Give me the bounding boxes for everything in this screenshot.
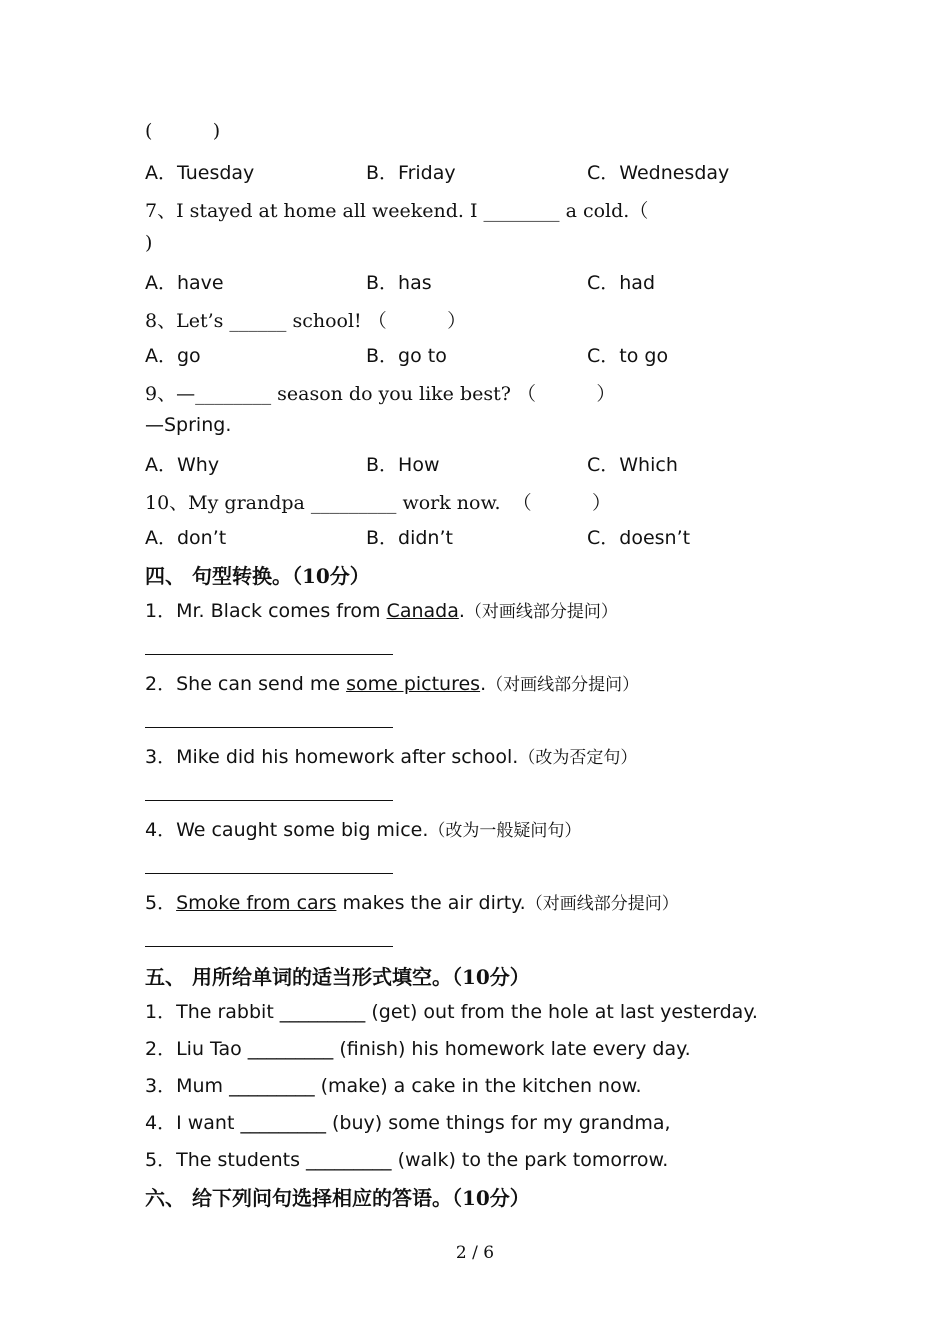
s4-answer-line-4 — [145, 873, 393, 874]
s5-item-5: 5．The students _________ (walk) to the park tomorrow. — [145, 1149, 669, 1171]
s4-item-3-note: （改为否定句） — [518, 748, 638, 768]
s4-item-2-note: （对画线部分提问） — [486, 675, 640, 695]
q9-text: 9、—________ season do you like best? （ ） — [145, 383, 616, 405]
q10-option-a: A．don’t — [145, 527, 227, 549]
q9-answer: —Spring. — [145, 414, 232, 436]
s4-item-3-text: 3．Mike did his homework after school. — [145, 746, 519, 768]
s4-item-1 — [145, 596, 618, 623]
s4-item-5-text: 5． — [145, 892, 177, 914]
s4-item-3 — [145, 742, 637, 769]
s4-item-4-note: （改为一般疑问句） — [428, 821, 582, 841]
q7-option-a: A．have — [145, 272, 224, 294]
q8-option-b: B．go to — [366, 345, 447, 367]
s4-item-2-underlined: some pictures — [346, 673, 481, 695]
q9-option-a: A．Why — [145, 454, 220, 476]
s4-item-5 — [145, 888, 679, 915]
section4-heading: 四、 句型转换。（10分） — [145, 564, 370, 588]
q6-option-c: C．Wednesday — [587, 162, 730, 184]
q7-option-c: C．had — [587, 272, 656, 294]
q8-option-a: A．go — [145, 345, 201, 367]
s4-item-2-tail: . — [480, 673, 487, 695]
s5-item-1: 1．The rabbit _________ (get) out from the hole at last yesterday. — [145, 1001, 758, 1023]
s4-item-5-underlined: Smoke from cars — [176, 892, 337, 914]
q10-option-c: C．doesn’t — [587, 527, 691, 549]
section5-heading: 五、 用所给单词的适当形式填空。（10分） — [145, 965, 530, 989]
s4-item-4-text: 4．We caught some big mice. — [145, 819, 429, 841]
s5-item-3: 3．Mum _________ (make) a cake in the kitchen now. — [145, 1075, 642, 1097]
q8-text: 8、Let’s ______ school! （ ） — [145, 310, 467, 332]
s4-item-1-text: 1．Mr. Black comes from — [145, 600, 387, 622]
q8-option-c: C．to go — [587, 345, 669, 367]
q6-option-b: B．Friday — [366, 162, 456, 184]
s4-item-5-note: （对画线部分提问） — [525, 894, 679, 914]
q6-paren: ( ) — [145, 120, 221, 142]
s4-item-2 — [145, 669, 639, 696]
s4-item-4 — [145, 815, 581, 842]
s4-item-1-tail: . — [458, 600, 465, 622]
q7-option-b: B．has — [366, 272, 432, 294]
q10-text: 10、My grandpa _________ work now. （ ） — [145, 492, 611, 514]
q10-option-b: B．didn’t — [366, 527, 453, 549]
s4-item-1-note: （对画线部分提问） — [464, 602, 618, 622]
section6-heading: 六、 给下列问句选择相应的答语。（10分） — [145, 1186, 530, 1210]
s4-answer-line-2 — [145, 727, 393, 728]
s4-item-1-underlined: Canada — [386, 600, 459, 622]
q7-text: 7、I stayed at home all weekend. I ________ a cold.（ — [145, 200, 649, 222]
s4-item-2-text: 2．She can send me — [145, 673, 347, 695]
s4-answer-line-5 — [145, 946, 393, 947]
s5-item-2: 2．Liu Tao _________ (finish) his homework late every day. — [145, 1038, 691, 1060]
page-number: 2 / 6 — [455, 1243, 495, 1263]
s4-answer-line-1 — [145, 654, 393, 655]
q9-option-b: B．How — [366, 454, 440, 476]
s4-item-5-tail: makes the air dirty. — [336, 892, 526, 914]
q6-option-a: A．Tuesday — [145, 162, 255, 184]
q7-paren-close: ) — [145, 232, 153, 254]
s5-item-4: 4．I want _________ (buy) some things for my grandma, — [145, 1112, 671, 1134]
s4-answer-line-3 — [145, 800, 393, 801]
q9-option-c: C．Which — [587, 454, 678, 476]
